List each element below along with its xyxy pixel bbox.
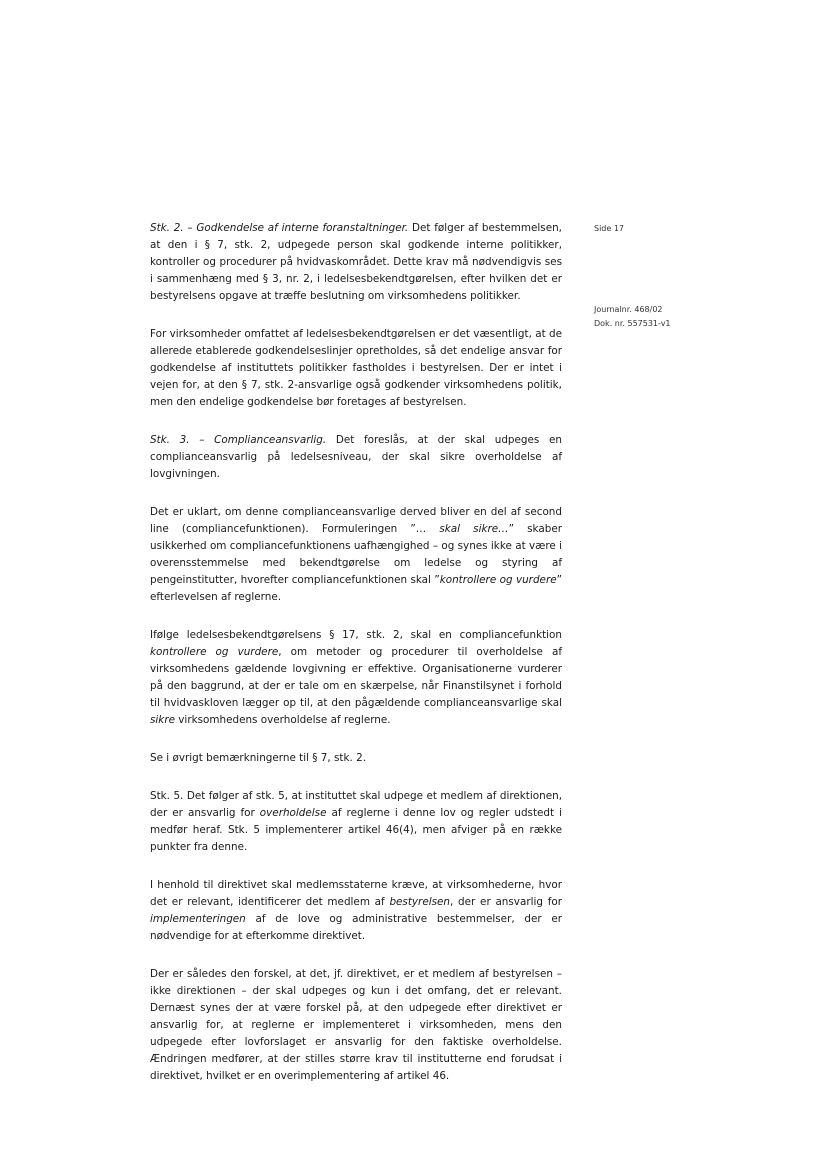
emphasis-run: sikre (150, 714, 175, 726)
emphasis-run: kontrollere og vurdere (150, 646, 279, 658)
emphasis-run: kontrollere og vurdere (439, 574, 557, 586)
emphasis-run: bestyrelsen (389, 896, 451, 908)
journal-number: Journalnr. 468/02 (594, 305, 663, 314)
page-number-label: Side 17 (594, 224, 625, 233)
text-run: , om metoder og procedurer til overholdelse af virksomhedens gældende lovgivning er effektive. Organisationerne vurderer på den baggrund, at der er tale om en skærpelse, når Finanstilsynet i forhold til hvidvaskloven lægger op til, at den pågældende complianceansvarlige skal (150, 646, 562, 709)
text-run: I henhold til direktivet skal medlemsstaterne kræve, at virksomhederne, hvor det er relevant, identificerer det medlem af (150, 879, 562, 908)
paragraph-stk2 (150, 220, 562, 305)
text-run: Stk. 5. Det følger af stk. 5, at instituttet skal udpege et medlem af direktionen, der er ansvarlig for (150, 790, 562, 819)
text-run: ” skaber usikkerhed om compliancefunktionens uafhængighed – og synes ikke at være i overensstemmelse med bekendtgørelse om ledelse og styring af pengeinstitutter, hvorefter compliancefunktionen skal ” (150, 523, 562, 586)
paragraph-text: Der er således den forskel, at det, jf. direktivet, er et medlem af bestyrelsen – ikke direktionen – der skal udpeges og kun i det omfang, det er relevant. Dernæst synes der at være forskel på, at den udpegede efter direktivet er ansvarlig for, at reglerne er implementeret i virksomheden, mens den udpegede efter lovforslaget er ansvarlig for den faktiske overholdelse. Ændringen medfører, at der stilles større krav til institutterne end forudsat i direktivet, hvilket er en overimplementering af artikel 46. (150, 968, 562, 1082)
paragraph-text: Det følger af bestemmelsen, at den i § 7, stk. 2, udpegede person skal godkende interne politikker, kontroller og procedurer på hvidvaskområdet. Dette krav må nødvendigvis ses i sammenhæng med § 3, nr. 2, i ledelsesbekendtgørelsen, efter hvilken det er bestyrelsens opgave at træffe beslutning om virksomhedens politikker. (150, 222, 562, 302)
text-run: Det er uklart, om denne complianceansvarlige derved bliver en del af second line (compliancefunktionen). Formuleringen ”… (150, 506, 562, 535)
text-run: , der er ansvarlig for (450, 896, 562, 908)
main-text (150, 220, 562, 1106)
text-run: Ifølge ledelsesbekendtgørelsens § 17, stk. 2, skal en compliancefunktion (150, 629, 562, 641)
emphasis-run: skal sikre… (439, 523, 509, 535)
paragraph-stk3 (150, 432, 562, 483)
emphasis-run: overholdelse (259, 807, 327, 819)
paragraph-text: For virksomheder omfattet af ledelsesbekendtgørelsen er det væsentligt, at de allerede etablerede godkendelseslinjer opretholdes, så det endelige ansvar for godkendelse af instituttets politikker fastholdes i bestyrelsen. Der er intet i vejen for, at den § 7, stk. 2-ansvarlige også godkender virksomhedens politik, men den endelige godkendelse bør foretages af bestyrelsen. (150, 328, 562, 408)
paragraph-heading: Stk. 3. – Complianceansvarlig. (150, 434, 327, 446)
paragraph-difference (150, 966, 562, 1085)
text-run: af reglerne i denne lov og regler udstedt i medfør heraf. Stk. 5 implementerer artikel 46(4), men afviger på en række punkter fra denne. (150, 807, 562, 853)
document-number: Dok. nr. 557531-v1 (594, 319, 671, 328)
paragraph-unclear-compliance (150, 504, 562, 606)
paragraph-heading: Stk. 2. – Godkendelse af interne foranstaltninger. (150, 222, 409, 234)
paragraph-approval-lines (150, 326, 562, 411)
emphasis-run: implementeringen (150, 913, 246, 925)
text-run: af de love og administrative bestemmelser, der er nødvendige for at efterkomme direktivet. (150, 913, 562, 942)
text-run: virksomhedens overholdelse af reglerne. (174, 714, 391, 726)
text-run: ” efterlevelsen af reglerne. (150, 574, 562, 603)
paragraph-directive (150, 877, 562, 945)
paragraph-see-remarks (150, 750, 562, 767)
paragraph-management-order (150, 627, 562, 729)
paragraph-stk5 (150, 788, 562, 856)
paragraph-text: Se i øvrigt bemærkningerne til § 7, stk. 2. (150, 752, 367, 764)
paragraph-text: Det foreslås, at der skal udpeges en complianceansvarlig på ledelsesniveau, der skal sikre overholdelse af lovgivningen. (150, 434, 562, 480)
